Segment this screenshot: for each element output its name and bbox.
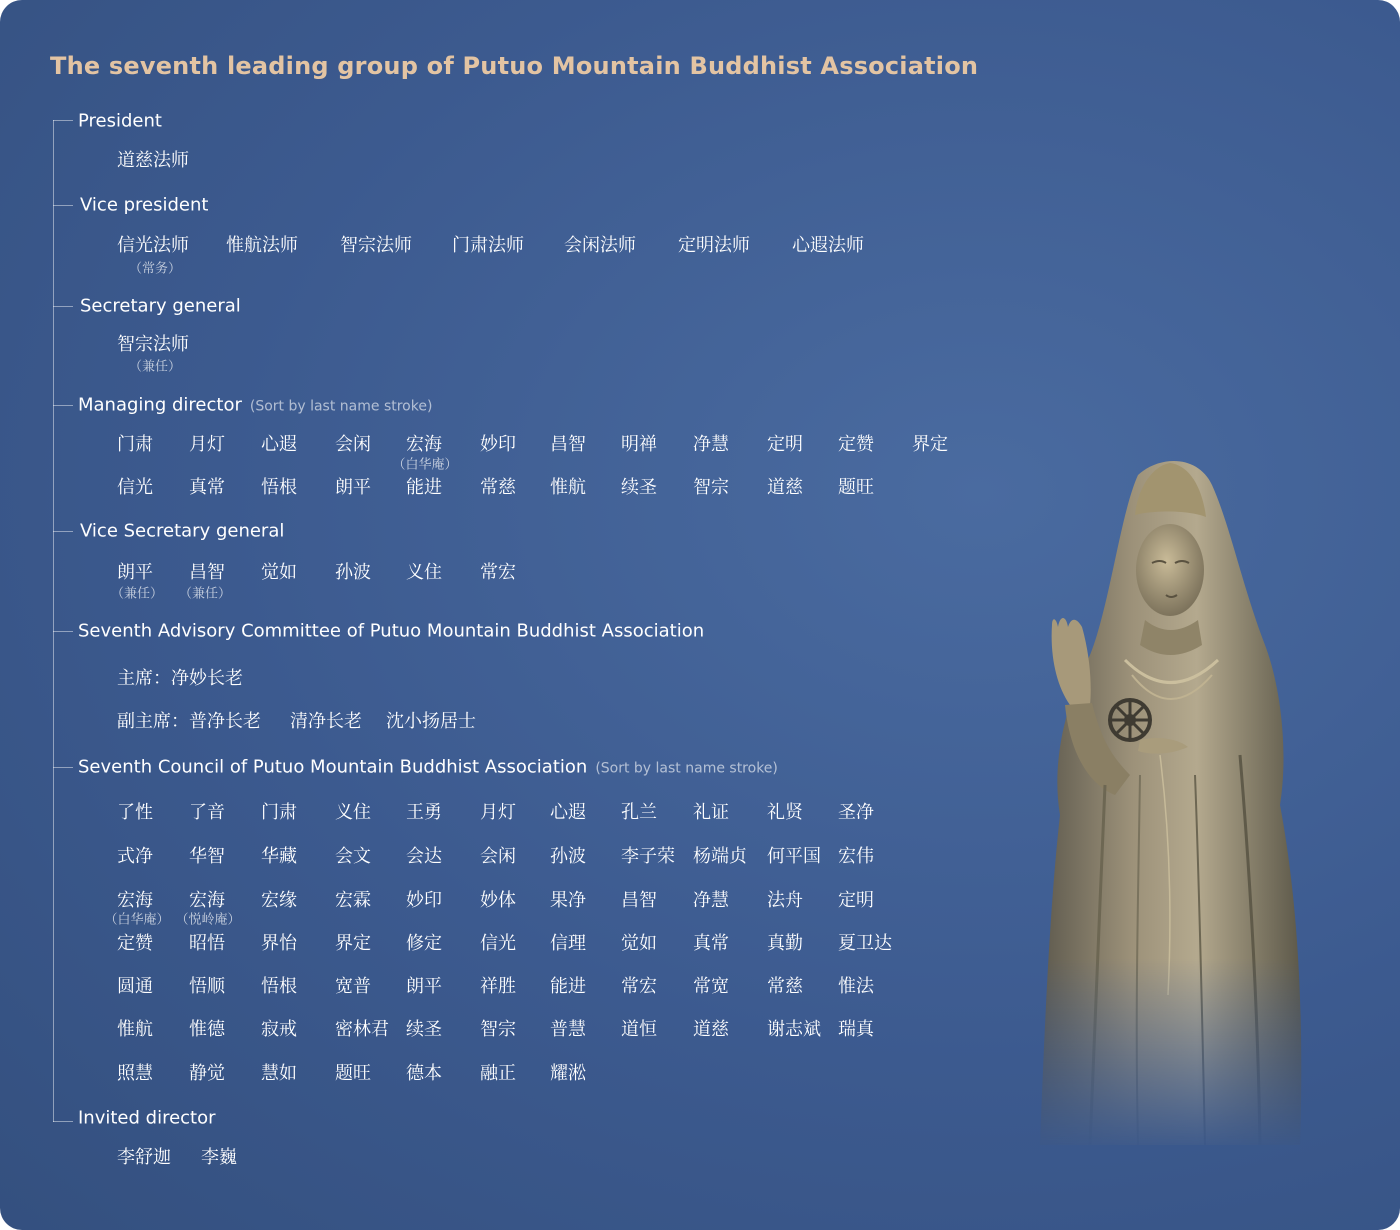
council-member-name: 会达 xyxy=(406,846,442,867)
council-member-name: 了性 xyxy=(117,802,153,823)
role-note: （白华庵） xyxy=(392,457,458,473)
council-member-name: 李子荣 xyxy=(621,846,675,867)
advisory-vice-chair: 清净长老 xyxy=(290,711,362,732)
managing-director-name: 道慈 xyxy=(767,477,803,498)
managing-director-name: 续圣 xyxy=(621,477,657,498)
page-title: The seventh leading group of Putuo Mountain Buddhist Association xyxy=(50,52,979,80)
invited-director-name: 李巍 xyxy=(201,1147,237,1168)
vice-president-name: 惟航法师 xyxy=(226,235,298,256)
tree-connector-line xyxy=(53,120,54,1122)
managing-director-name: 常慈 xyxy=(480,477,516,498)
vice-president-name: 智宗法师 xyxy=(340,235,412,256)
tree-tick xyxy=(53,120,73,121)
council-member-name: 真常 xyxy=(693,933,729,954)
heading-managing-director xyxy=(78,395,432,416)
role-note: （常务） xyxy=(128,261,182,277)
heading-vice-secretary-general: Vice Secretary general xyxy=(80,520,285,542)
vice-secretary-name: 朗平 xyxy=(117,562,153,583)
council-member-name: 续圣 xyxy=(406,1019,442,1040)
council-member-name: 惟法 xyxy=(838,976,874,997)
council-member-name: 法舟 xyxy=(767,890,803,911)
council-member-name: 信光 xyxy=(480,933,516,954)
council-member-name: 式净 xyxy=(117,846,153,867)
vice-secretary-name: 常宏 xyxy=(480,562,516,583)
heading-invited-director: Invited director xyxy=(78,1107,216,1129)
council-member-name: 界定 xyxy=(335,933,371,954)
managing-director-name: 朗平 xyxy=(335,477,371,498)
council-member-name: 宏海 xyxy=(117,890,153,911)
council-member-name: 瑞真 xyxy=(838,1019,874,1040)
vice-president-name: 会闲法师 xyxy=(564,235,636,256)
heading-managing-director-label: Managing director xyxy=(78,394,242,416)
council-member-name: 静觉 xyxy=(189,1063,225,1084)
council-member-name: 宏缘 xyxy=(261,890,297,911)
council-member-name: 能进 xyxy=(550,976,586,997)
council-member-name: 信理 xyxy=(550,933,586,954)
vice-president-name: 门肃法师 xyxy=(452,235,524,256)
council-member-name: 何平国 xyxy=(767,846,821,867)
council-member-name: 常宽 xyxy=(693,976,729,997)
council-member-name: 妙印 xyxy=(406,890,442,911)
council-member-name: 觉如 xyxy=(621,933,657,954)
tree-tick xyxy=(53,205,73,206)
tree-tick xyxy=(53,1121,73,1122)
tree-tick xyxy=(53,767,73,768)
council-member-name: 普慧 xyxy=(550,1019,586,1040)
heading-council-label: Seventh Council of Putuo Mountain Buddhist Association xyxy=(78,756,588,778)
managing-director-name: 能进 xyxy=(406,477,442,498)
council-member-name: 会闲 xyxy=(480,846,516,867)
council-member-name: 宽普 xyxy=(335,976,371,997)
managing-director-name: 智宗 xyxy=(693,477,729,498)
managing-director-name: 昌智 xyxy=(550,434,586,455)
role-note: （白华庵） xyxy=(104,912,170,928)
invited-director-name: 李舒迦 xyxy=(117,1147,171,1168)
vice-secretary-name: 觉如 xyxy=(261,562,297,583)
council-member-name: 净慧 xyxy=(693,890,729,911)
managing-director-name: 妙印 xyxy=(480,434,516,455)
role-note: （兼任） xyxy=(110,586,164,602)
advisory-vice-chair: 沈小扬居士 xyxy=(386,711,476,732)
council-member-name: 昌智 xyxy=(621,890,657,911)
council-member-name: 祥胜 xyxy=(480,976,516,997)
sort-note: (Sort by last name stroke) xyxy=(595,760,778,777)
managing-director-name: 悟根 xyxy=(261,477,297,498)
managing-director-name: 界定 xyxy=(912,434,948,455)
council-member-name: 寂戒 xyxy=(261,1019,297,1040)
council-member-name: 修定 xyxy=(406,933,442,954)
council-member-name: 朗平 xyxy=(406,976,442,997)
role-note: （悦岭庵） xyxy=(175,912,241,928)
council-member-name: 圆通 xyxy=(117,976,153,997)
council-member-name: 杨端贞 xyxy=(693,846,747,867)
council-member-name: 慧如 xyxy=(261,1063,297,1084)
managing-director-name: 会闲 xyxy=(335,434,371,455)
council-member-name: 华智 xyxy=(189,846,225,867)
council-member-name: 礼证 xyxy=(693,802,729,823)
council-member-name: 德本 xyxy=(406,1063,442,1084)
tree-tick xyxy=(53,405,73,406)
council-member-name: 常宏 xyxy=(621,976,657,997)
vice-secretary-name: 孙波 xyxy=(335,562,371,583)
vice-president-name: 心遐法师 xyxy=(792,235,864,256)
advisory-chair: 主席：净妙长老 xyxy=(117,668,243,689)
council-member-name: 月灯 xyxy=(480,802,516,823)
council-member-name: 照慧 xyxy=(117,1063,153,1084)
guanyin-statue-image xyxy=(1020,455,1320,1155)
council-member-name: 圣净 xyxy=(838,802,874,823)
council-member-name: 义住 xyxy=(335,802,371,823)
council-member-name: 昭悟 xyxy=(189,933,225,954)
tree-tick xyxy=(53,631,73,632)
heading-vice-president: Vice president xyxy=(80,194,209,216)
council-member-name: 耀淞 xyxy=(550,1063,586,1084)
council-member-name: 妙体 xyxy=(480,890,516,911)
council-member-name: 孔兰 xyxy=(621,802,657,823)
role-note: （兼任） xyxy=(178,586,232,602)
council-member-name: 宏伟 xyxy=(838,846,874,867)
council-member-name: 果净 xyxy=(550,890,586,911)
council-member-name: 常慈 xyxy=(767,976,803,997)
council-member-name: 惟德 xyxy=(189,1019,225,1040)
council-member-name: 悟根 xyxy=(261,976,297,997)
managing-director-name: 月灯 xyxy=(189,434,225,455)
council-member-name: 会文 xyxy=(335,846,371,867)
council-member-name: 礼贤 xyxy=(767,802,803,823)
council-member-name: 定明 xyxy=(838,890,874,911)
heading-president: President xyxy=(78,110,162,132)
sort-note: (Sort by last name stroke) xyxy=(249,398,433,415)
council-member-name: 了音 xyxy=(189,802,225,823)
council-member-name: 夏卫达 xyxy=(838,933,892,954)
advisory-vice-chair: 副主席：普净长老 xyxy=(117,711,261,732)
council-member-name: 宏霖 xyxy=(335,890,371,911)
council-member-name: 惟航 xyxy=(117,1019,153,1040)
vice-secretary-name: 义住 xyxy=(406,562,442,583)
managing-director-name: 明禅 xyxy=(621,434,657,455)
managing-director-name: 心遐 xyxy=(261,434,297,455)
managing-director-name: 信光 xyxy=(117,477,153,498)
role-note: （兼任） xyxy=(128,359,182,375)
council-member-name: 定赞 xyxy=(117,933,153,954)
council-member-name: 融正 xyxy=(480,1063,516,1084)
heading-secretary-general: Secretary general xyxy=(80,295,241,317)
council-member-name: 门肃 xyxy=(261,802,297,823)
council-member-name: 智宗 xyxy=(480,1019,516,1040)
council-member-name: 题旺 xyxy=(335,1063,371,1084)
managing-director-name: 门肃 xyxy=(117,434,153,455)
secretary-general-name: 智宗法师 xyxy=(117,334,189,355)
council-member-name: 道恒 xyxy=(621,1019,657,1040)
managing-director-name: 宏海 xyxy=(406,434,442,455)
council-member-name: 心遐 xyxy=(550,802,586,823)
tree-tick xyxy=(53,531,73,532)
heading-council xyxy=(78,757,778,778)
president-name: 道慈法师 xyxy=(117,150,189,171)
council-member-name: 华藏 xyxy=(261,846,297,867)
managing-director-name: 惟航 xyxy=(550,477,586,498)
managing-director-name: 净慧 xyxy=(693,434,729,455)
council-member-name: 界怡 xyxy=(261,933,297,954)
managing-director-name: 题旺 xyxy=(838,477,874,498)
council-member-name: 王勇 xyxy=(406,802,442,823)
managing-director-name: 真常 xyxy=(189,477,225,498)
council-member-name: 宏海 xyxy=(189,890,225,911)
vice-president-name: 信光法师 xyxy=(117,235,189,256)
managing-director-name: 定赞 xyxy=(838,434,874,455)
vice-president-name: 定明法师 xyxy=(678,235,750,256)
managing-director-name: 定明 xyxy=(767,434,803,455)
council-member-name: 谢志斌 xyxy=(767,1019,821,1040)
council-member-name: 孙波 xyxy=(550,846,586,867)
vice-secretary-name: 昌智 xyxy=(189,562,225,583)
council-member-name: 道慈 xyxy=(693,1019,729,1040)
council-member-name: 密林君 xyxy=(335,1019,389,1040)
council-member-name: 真勤 xyxy=(767,933,803,954)
council-member-name: 悟顺 xyxy=(189,976,225,997)
tree-tick xyxy=(53,306,73,307)
heading-advisory-committee: Seventh Advisory Committee of Putuo Mountain Buddhist Association xyxy=(78,620,705,642)
